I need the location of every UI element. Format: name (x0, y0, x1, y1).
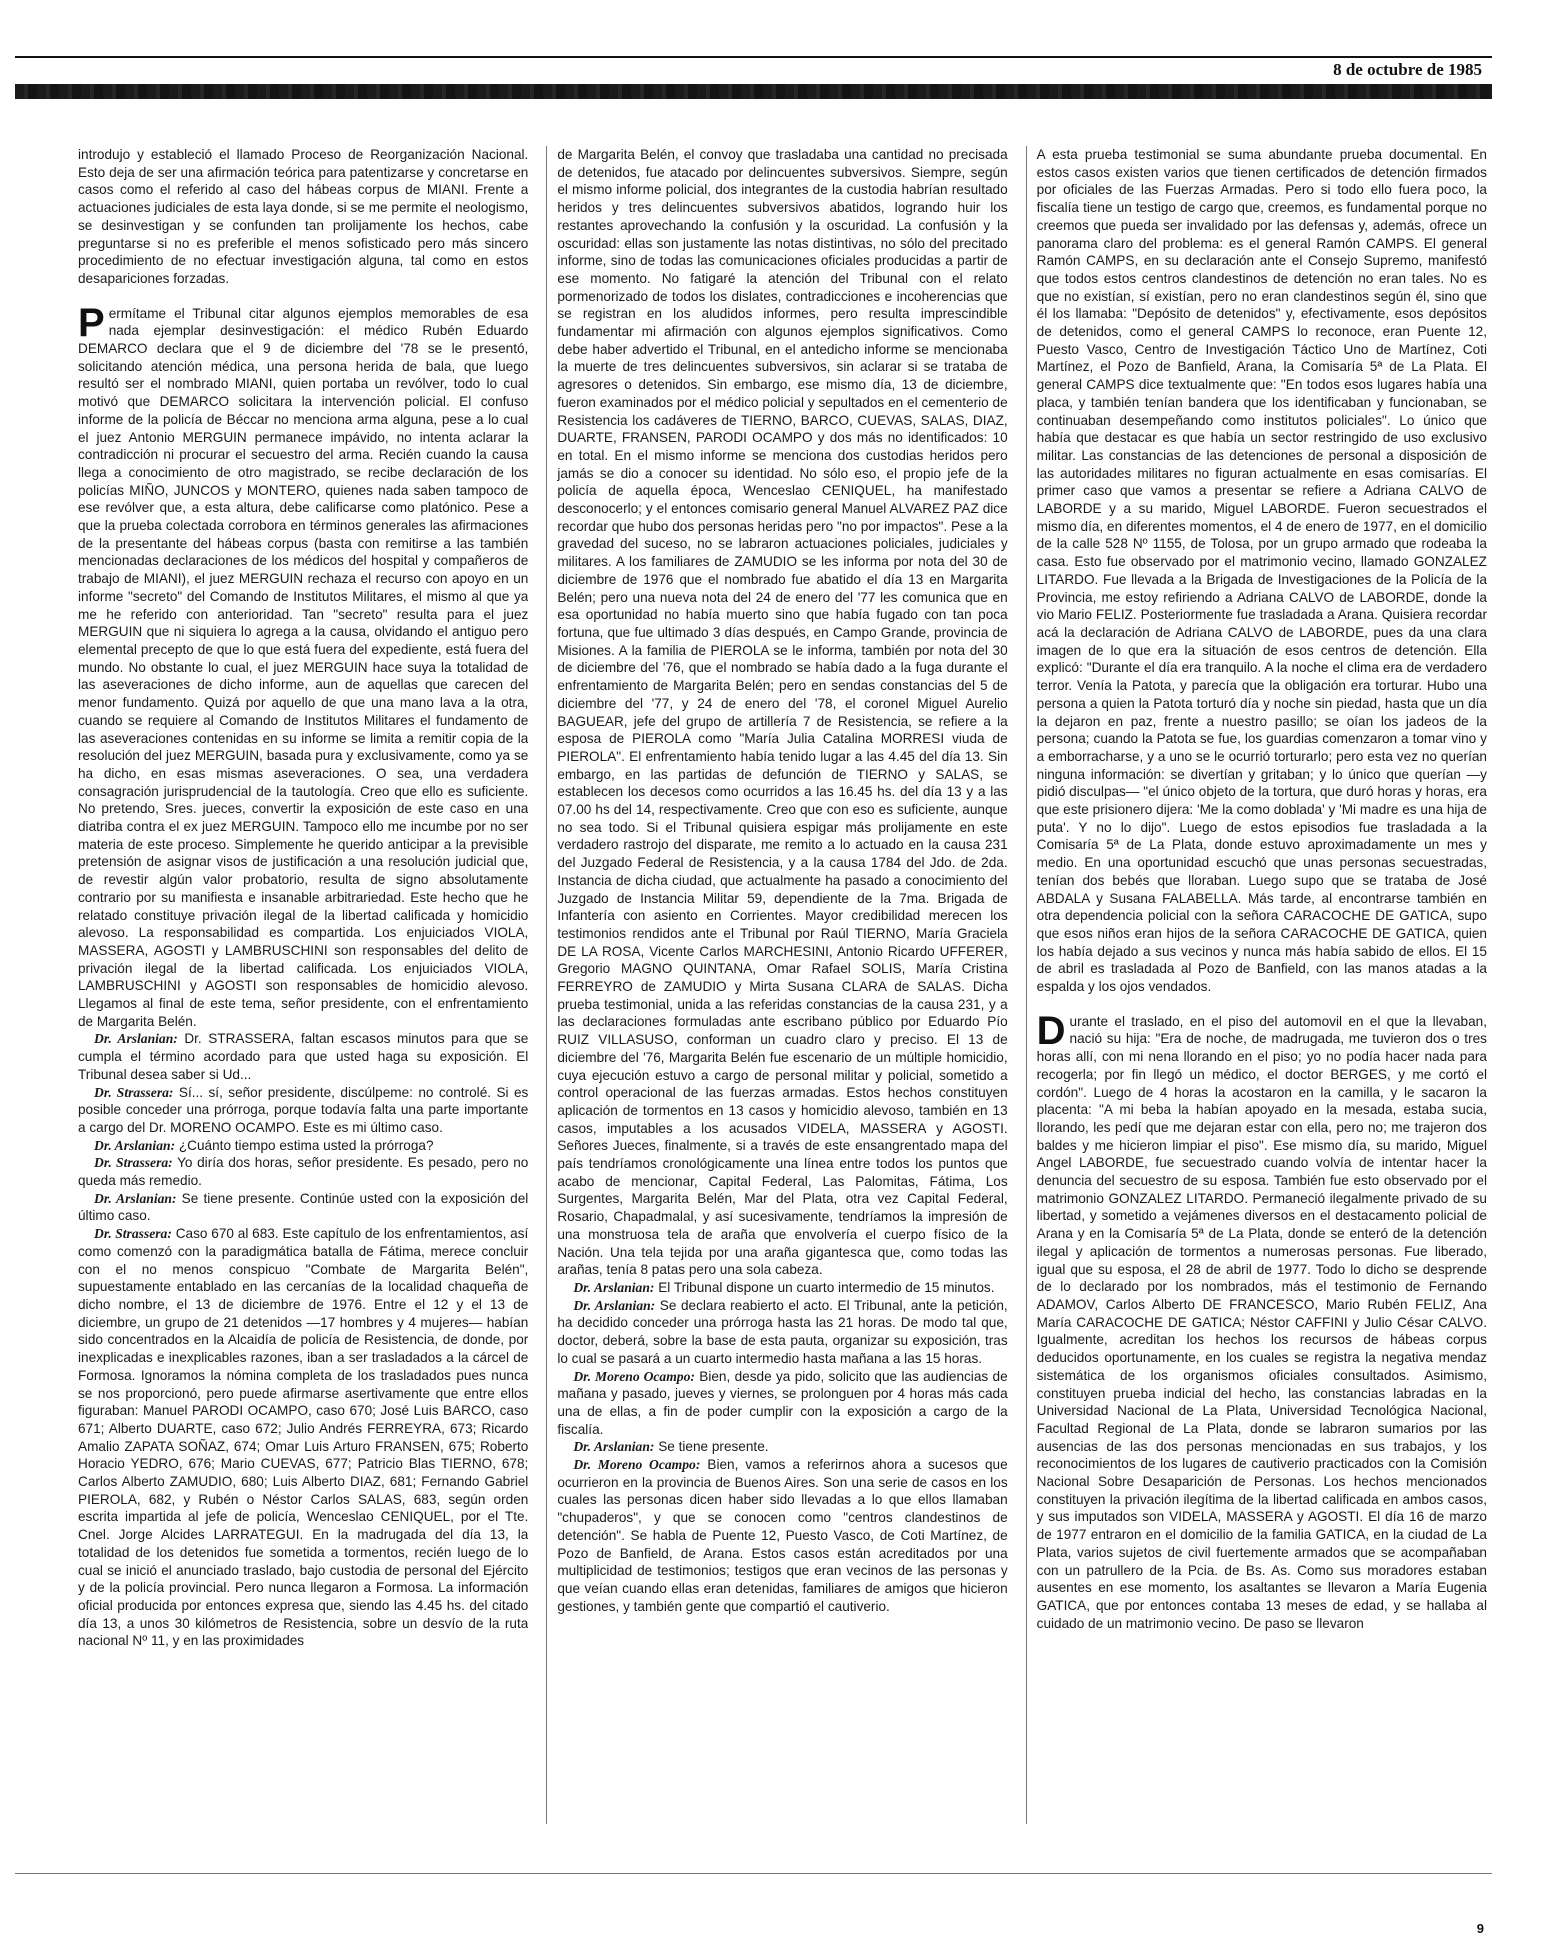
issue-date: 8 de octubre de 1985 (1333, 60, 1482, 79)
speaker: Dr. Arslanian: (573, 1297, 656, 1313)
dialogue-line (557, 1456, 1007, 1615)
dialogue-line (557, 1279, 1007, 1297)
dialogue-text: Dr. STRASSERA, faltan escasos minutos para que se cumpla el término acordado para que usted haga su exposición. El Tribunal desea saber si Ud... (78, 1031, 529, 1082)
dialogue-text: Caso 670 al 683. Este capítulo de los enfrentamientos, así como comenzó con la paradigmática batalla de Fátima, merece concluir con el no menos conspicuo "Combate de Margarita Belén", supuestamente entablado en las cercanías de la localidad chaqueña de dicho nombre, el 13 de diciembre de 1976. Entre el 12 y el 13 de diciembre, un grupo de 21 detenidos —17 hombres y 4 mujeres— habían sido concentrados en la Alcaidía de policía de Resistencia, de donde, por inexplicadas e inexplicables razones, iban a ser trasladados a la cárcel de Formosa. Ignoramos la nómina completa de los trasladados pues nunca se nos proporcionó, pero puede afirmarse asertivamente que entre ellos figuraban: Manuel PARODI OCAMPO, caso 670; José Luis BARCO, caso 671; Alberto DUARTE, caso 672; Julio Andrés FERREYRA, 673; Ricardo Amalio ZAPATA SOÑAZ, 674; Omar Luis Arturo FRANSEN, 675; Roberto Horacio YEDRO, 676; Mario CUEVAS, 677; Patricio Blas TIERNO, 678; Carlos Alberto ZAMUDIO, 680; Luis Alberto DIAZ, 681; Fernando Gabriel PIEROLA, 682, y Rubén o Néstor Carlos SALAS, 683, según orden escrita impartida al jefe de policía, Wenceslao CENIQUEL, por el Tte. Cnel. Jorge Alcides LARRATEGUI. En la madrugada del día 13, la totalidad de los detenidos fue sometida a tormentos, recién luego de lo cual se inició el anunciado traslado, bajo custodia de personal del Ejército y de la policía provincial. Pero nunca llegaron a Formosa. La información oficial producida por entonces expresa que, siendo las 4.45 hs. del citado día 13, a unos 30 kilómetros de Resistencia, sobre un desvío de la ruta nacional Nº 11, y en las proximidades (78, 1226, 529, 1649)
dialogue-line (78, 1084, 528, 1137)
speaker: Dr. Moreno Ocampo: (573, 1457, 701, 1473)
dialogue-line (78, 1190, 528, 1225)
paragraph: de Margarita Belén, el convoy que trasladaba una cantidad no precisada de detenidos, fue atacado por delincuentes subversivos. Siempre, según el mismo informe policial, dos integrantes de la custodia habrían resultado heridos y tres delincuentes subversivos abatidos, logrando huir los restantes aprovechando la confusión y la oscuridad. La confusión y la oscuridad: ellas son justamente las notas distintivas, no sólo del precitado informe, sino de todas las comunicaciones oficiales producidas a partir de ese momento. No fatigaré la atención del Tribunal con el relato pormenorizado de todos los dislates, contradicciones e incoherencias que se registran en los aludidos informes, pero resulta imprescindible fundamentar mi afirmación con algunos ejemplos significativos. Como debe haber advertido el Tribunal, en el antedicho informe se mencionaba la muerte de tres delincuentes subversivos, sin aclarar si se trataba de agresores o detenidos. Sin embargo, ese mismo día, 13 de diciembre, fueron examinados por el médico policial y sepultados en el cementerio de Resistencia los cadáveres de TIERNO, BARCO, CUEVAS, SALAS, DIAZ, DUARTE, FRANSEN, PARODI OCAMPO y dos más no identificados: 10 en total. En el mismo informe se menciona dos custodias heridos pero jamás se dio a conocer su identidad. No sólo eso, el propio jefe de la policía de aquella época, Wenceslao CENIQUEL, ha manifestado desconocerlo; y el entonces comisario general Manuel ALVAREZ PAZ dice recordar que hubo dos personas heridas pero "no por impactos". Pese a la gravedad del suceso, no se labraron actuaciones policiales, judiciales y militares. A los familiares de ZAMUDIO se les informa por nota del 30 de diciembre de 1976 que el nombrado fue abatido el día 13 en Margarita Belén; pero una nueva nota del 24 de enero del '77 les comunica que en esa oportunidad no había muerto sino que había fugado con tan poca fortuna, que fue ultimado 3 días después, en Campo Grande, provincia de Misiones. A la familia de PIEROLA se le informa, también por nota del 30 de diciembre del '76, que el nombrado se había dado a la fuga durante el enfrentamiento de Margarita Belén; pero en sendas constancias del 5 de diciembre del '77, y 24 de enero del '78, el coronel Miguel Aurelio BAGUEAR, jefe del grupo de artillería 7 de Resistencia, se refiere a la esposa de PIEROLA como "María Julia Catalina MORRESI viuda de PIEROLA". El enfrentamiento había tenido lugar a las 4.45 del día 13. Sin embargo, en las partidas de defunción de TIERNO y SALAS, se establecen los decesos como ocurridos a las 16.45 hs. del día 13 y a las 07.00 hs del 14, respectivamente. Creo que con eso es suficiente, aunque no sea todo. Si el Tribunal quisiera espigar más prolijamente en este verdadero rastrojo del disparate, me remito a lo actuado en la causa 231 del Juzgado Federal de Resistencia, y a la causa 1784 del Jdo. de 2da. Instancia de dicha ciudad, que actualmente ha pasado a conocimiento del Juzgado de Instancia Militar 59, dependiente de la 7ma. Brigada de Infantería con asiento en Corrientes. Mayor credibilidad merecen los testimonios rendidos ante el Tribunal por Raúl TIERNO, María Graciela DE LA ROSA, Vicente Carlos MARCHESINI, Antonio Ricardo UFFERER, Gregorio MAGNO QUINTANA, Omar Rafael SOLIS, María Cristina FERREYRO de ZAMUDIO y Mirta Susana CLARA de SALAS. Dicha prueba testimonial, unida a las referidas constancias de la causa 231, y a las declaraciones formuladas ante escribano público por Eduardo Pío RUIZ VILLASUSO, conforman un cuadro claro y preciso. El 13 de diciembre del '76, Margarita Belén fue escenario de un múltiple homicidio, cuya ejecución estuvo a cargo de personal militar y policial, sometido a control operacional de las fuerzas armadas. Estos hechos constituyen aplicación de tormentos en 13 casos y homicidio alevoso, también en 13 casos, imputables a los acusados VIDELA, MASSERA y AGOSTI. Señores Jueces, finalmente, si a través de este ensangrentado mapa del país tendríamos cronológicamente una línea entre todos los puntos que acabo de mencionar, Capital Federal, Las Palomitas, Fátima, Los Surgentes, Margarita Belén, Mar del Plata, otra vez Capital Federal, Rosario, Chapadmalal, y así sucesivamente, tendríamos la impresión de una monstruosa tela de araña que envolvería el cuerpo físico de la Nación. Una tela tejida por una araña gigantesca que, como todas las arañas, tenía 8 patas pero una sola cabeza. (557, 147, 1008, 1278)
column-2 (546, 146, 1007, 1824)
column-1 (78, 146, 528, 1824)
speaker: Dr. Arslanian: (573, 1280, 655, 1295)
speaker: Dr. Arslanian: (94, 1137, 176, 1153)
drop-cap: P (78, 300, 105, 345)
header-rule (15, 56, 1492, 58)
dialogue-text: Yo diría dos horas, señor presidente. Es pesado, pero no queda más remedio. (78, 1155, 529, 1189)
speaker: Dr. Strassera: (94, 1084, 174, 1100)
page-number: 9 (1476, 1921, 1484, 1936)
column-3 (1026, 146, 1487, 1824)
dialogue-text: Bien, desde ya pido, solicito que las audiencias de mañana y pasado, jueves y viernes, se prolonguen por 4 horas más cada una de ellas, a fin de poder cumplir con la exposición a cargo de la fiscalía. (557, 1368, 1008, 1437)
speaker: Dr. Moreno Ocampo: (573, 1368, 695, 1384)
dialogue-text: ¿Cuánto tiempo estima usted la prórroga? (175, 1137, 434, 1153)
speaker: Dr. Arslanian: (94, 1031, 178, 1047)
paragraph (1036, 1008, 1487, 1633)
dialogue-text: Se tiene presente. Continúe usted con la exposición del último caso. (78, 1190, 529, 1224)
speaker: Dr. Arslanian: (94, 1190, 177, 1206)
paragraph: introdujo y estableció el llamado Proceso de Reorganización Nacional. Esto deja de ser una afirmación teórica para patentizarse y concretarse en casos como el referido al caso del hábeas corpus de MIANI. Frente a actuaciones judiciales de esta laya donde, si se me permite el neologismo, se desinvestigan y se confunden tan prolijamente los hechos, cabe preguntarse si no es preferible el menos sofisticado pero más sincero procedimiento de no efectuar investigación alguna, tal como en estos desapariciones forzadas. (78, 147, 529, 286)
footer-rule (15, 1873, 1492, 1874)
paragraph-text: ermítame el Tribunal citar algunos ejemplos memorables de esa nada ejemplar desinvestigación: el médico Rubén Eduardo DEMARCO declara que el 9 de diciembre del '78 se le presentó, solicitando atención médica, una persona herida de bala, que luego resultó ser el nombrado MIANI, quien portaba un revólver, todo lo cual motivó que DEMARCO solicitara la intervención policial. El confuso informe de la policía de Béccar no menciona arma alguna, pese a lo cual el juez Antonio MERGUIN permanece impávido, no intenta aclarar la contradicción ni procurar el secuestro del arma. Recién cuando la causa llega a conocimiento de otro magistrado, se recibe declaración de los policías MIÑO, JUNCOS y MONTERO, quienes nada saben tampoco de ese revólver que, a esta altura, debe calificarse como platónico. Pese a que la prueba colectada corrobora en términos generales las afirmaciones de la presentante del hábeas corpus (basta con remitirse a las también mencionadas declaraciones de los médicos del hospital y compañeros de trabajo de MIANI), el juez MERGUIN rechaza el recurso con apoyo en un informe "secreto" del Comando de Institutos Militares, el mismo al que ya me he referido con anterioridad. Tan "secreto" resulta para el juez MERGUIN que ni siquiera lo agrega a la causa, olvidando el antiguo pero elemental precepto de que lo que está fuera del expediente, está fuera del mundo. No obstante lo cual, el juez MERGUIN hace suya la totalidad de las aseveraciones de dicho informe, aun de aquellas que carecen del menor fundamento. Quizá por aquello de que una mano lava a la otra, cuando se requiere al Comando de Institutos Militares el fundamento de las aseveraciones contenidas en su informe se limita a remitir copia de la resolución del juez MERGUIN, basada pura y exclusivamente, como ya se ha dicho, en esas mismas aseveraciones. O sea, una verdadera consagración jurisprudencial de la tautología. Creo que ello es suficiente. No pretendo, Sres. jueces, convertir la exposición de este caso en una diatriba contra el ex juez MERGUIN. Tampoco ello me incumbe por no ser materia de este proceso. Simplemente he querido anticipar a la previsible pretensión de asignar visos de justificación a una resolución judicial que, de revestir algún valor probatorio, resulta de signo absolutamente contrario por su manifiesta e insanable arbitrariedad. Este hecho que he relatado constituye privación ilegal de la libertad calificada y homicidio alevoso. La responsabilidad es compartida. Los enjuiciados VIOLA, MASSERA, AGOSTI y LAMBRUSCHINI son responsables del delito de privación ilegal de la libertad calificada. Los enjuiciados VIOLA, LAMBRUSCHINI y AGOSTI son responsables de homicidio alevoso. Llegamos al final de este tema, señor presidente, con el enfrentamiento de Margarita Belén. (78, 305, 529, 1029)
dialogue-text: Bien, vamos a referirnos ahora a sucesos que ocurrieron en la provincia de Buenos Aires. Son una serie de casos en los cuales las personas dicen haber sido llevadas a lo que ellos llamaban "chupaderos", y que se conocen como "centros clandestinos de detención". Se habla de Puente 12, Puesto Vasco, de Coti Martínez, de Pozo de Banfield, de Arana. Estos casos están acreditados por una multiplicidad de testimonios; testigos que eran vecinos de las personas y que veían cuando ellas eran detenidas, familiares de amigos que hicieron gestiones, y también gente que compartió el cautiverio. (557, 1457, 1008, 1614)
dialogue-text: El Tribunal dispone un cuarto intermedio de 15 minutos. (654, 1280, 995, 1295)
dialogue-line (557, 1368, 1007, 1439)
dialogue-text: Se tiene presente. (654, 1439, 769, 1455)
dialogue-line (557, 1438, 1007, 1456)
speaker: Dr. Strassera: (94, 1226, 172, 1242)
dialogue-line (557, 1297, 1007, 1368)
header-band (15, 84, 1492, 99)
dialogue-line (78, 1154, 528, 1189)
dialogue-text: Sí... sí, señor presidente, discúlpeme: no controlé. Si es posible conceder una prórroga, porque todavía falta una parte importante a cargo del Dr. MORENO OCAMPO. Este es mi último caso. (78, 1084, 529, 1135)
dialogue-line (78, 1030, 528, 1083)
article-body (78, 146, 1487, 1824)
speaker: Dr. Strassera: (94, 1155, 173, 1171)
speaker: Dr. Arslanian: (573, 1439, 655, 1455)
drop-cap: D (1036, 1008, 1066, 1053)
paragraph-text: urante el traslado, en el piso del automovil en el que la llevaban, nació su hija: "Era de noche, de madrugada, me tuvieron dos o tres horas allí, con mi nena llorando en el piso; yo no podía hacer nada para recogerla; por fin llegó un médico, el doctor BERGES, y me cortó el cordón". Luego de 4 horas la acostaron en la camilla, y le sacaron la placenta: "A mi beba la habían apoyado en la mesada, estaba sucia, llorando, les pedí que me dejaran estar con ella, pero no; me trajeron dos baldes y me hicieron limpiar el piso". Ese mismo día, su marido, Miguel Angel LABORDE, fue secuestrado cuando volvía de intentar hacer la denuncia del secuestro de su esposa. También fue esto observado por el matrimonio GONZALEZ LITARDO. Permaneció ilegalmente privado de su libertad, y sometido a vejámenes diversos en el destacamento policial de Arana y en la Comisaría 5ª de La Plata, donde se enteró de la detención ilegal y aplicación de tormentos a numerosas personas. Fue liberado, igual que su esposa, el 28 de abril de 1977. Todo lo dicho se desprende de lo declarado por los nombrados, más el testimonio de Fernando ADAMOV, Carlos Alberto DE FRANCESCO, Mario Rubén FELIZ, Ana María CARACOCHE DE GATICA; Néstor CAFFINI y Julio César CALVO. Igualmente, acreditan los hechos los recursos de hábeas corpus deducidos oportunamente, en los cuales se registra la negativa mendaz sistemática de los organismos oficiales consultados. Asimismo, constituyen prueba indicial del hecho, las constancias labradas en la Universidad Nacional de La Plata, Universidad Tecnológica Nacional, Facultad Regional de La Plata, donde se labraron sumarios por las ausencias de las dos personas mencionadas en sus trabajos, y los reconocimientos de los lugares de cautiverio practicados con la Comisión Nacional Sobre Desaparición de Personas. Los hechos mencionados constituyen la privación ilegítima de la libertad calificada en ambos casos, y sus imputados son VIDELA, MASSERA y AGOSTI. El día 16 de marzo de 1977 entraron en el domicilio de la familia GATICA, en la ciudad de La Plata, varios sujetos de civil fuertemente armados que se acompañaban con un patrullero de la Pcia. de Bs. As. Como sus moradores estaban ausentes en ese momento, los asaltantes se llevaron a María Eugenia GATICA, que por entonces contaba 13 meses de edad, y se hallaba al cuidado de un matrimonio vecino. De paso se llevaron (1036, 1013, 1487, 1631)
dialogue-line (78, 1225, 528, 1650)
paragraph: A esta prueba testimonial se suma abundante prueba documental. En estos casos existen varios que tienen certificados de detención firmados por oficiales de las Fuerzas Armadas. Pero si todo ello fuera poco, la fiscalía tiene un testigo de cargo que, creemos, es fundamental porque no creemos que pueda ser invalidado por las defensas y, además, ofrece un panorama claro del problema: es el general Ramón CAMPS. El general Ramón CAMPS, en su declaración ante el Consejo Supremo, manifestó que todos estos centros clandestinos de detención no eran tales. No es que no existían, sí existían, pero no eran clandestinos según él, sino que él los llamaba: "Depósito de detenidos" y, efectivamente, esos depósitos de detenidos, como el general CAMPS lo reconoce, eran Puente 12, Puesto Vasco, Centro de Investigación Táctico Uno de Martínez, Coti Martínez, el Pozo de Banfield, Arana, la Comisaría 5ª de La Plata. El general CAMPS dice textualmente que: "En todos esos lugares había una placa, y también tenían bandera que los identificaban y funcionaban, se continuaban desempeñando como institutos policiales". Lo único que había que destacar es que había un sector restringido de uso exclusivo militar. Las constancias de las detenciones de personal a disposición de las autoridades militares no figuran actualmente en esas comisarías. El primer caso que vamos a presentar se refiere a Adriana CALVO de LABORDE y a su marido, Miguel LABORDE. Fueron secuestrados el mismo día, en diferentes momentos, el 4 de enero de 1977, en el domicilio de la calle 528 Nº 1155, de Tolosa, por un grupo armado que rodeaba la casa. Esto fue observado por el matrimonio vecino, llamado GONZALEZ LITARDO. Fue llevada a la Brigada de Investigaciones de la Policía de la Provincia, me estoy refiriendo a Adriana CALVO de LABORDE, donde la vio Mario FELIZ. Posteriormente fue trasladada a Arana. Quisiera recordar acá la declaración de Adriana CALVO de LABORDE, pues da una clara imagen de lo que era la situación de esos centros de detención. Ella explicó: "Durante el día era tranquilo. A la noche el clima era de verdadero terror. Venía la Patota, y parecía que la obligación era torturar. Hubo una persona a quien la Patota torturó día y noche sin piedad, hasta que un día la dejaron en paz, frente a nuestro pasillo; se oían los jadeos de la persona; cuando la Patota se fue, los guardias comenzaron a tomar vino y a emborracharse, y a uno se le ocurrió torturarlo; pero esta vez no querían ninguna información: se divertían y gritaban; y lo único que querían —y pidió disculpas— "el único objeto de la tortura, que duró horas y horas, era que este prisionero dijera: 'Me la como doblada' y 'Mi madre es una hija de puta'. Y no lo dijo". Luego de estos episodios fue trasladada a la Comisaría 5ª de La Plata, donde estuvo aproximadamente un mes y medio. En una oportunidad escuchó que unas personas secuestradas, tenían dos bebés que lloraban. Luego supo que se trataba de José ABDALA y Susana FALABELLA. Más tarde, al encontrarse también en otra dependencia policial con la señora CARACOCHE DE GATICA, supo que esos niños eran hijos de la señora CARACOCHE DE GATICA, quien los había dejado a sus vecinos y nunca más había sabido de ellos. El 15 de abril es trasladada al Pozo de Banfield, con las manos atadas a la espalda y los ojos vendados. (1036, 147, 1487, 995)
dialogue-line (78, 1137, 528, 1155)
paragraph (78, 300, 529, 1031)
dialogue-text: Se declara reabierto el acto. El Tribunal, ante la petición, ha decidido conceder una prórroga hasta las 21 horas. De modo tal que, doctor, deberá, sobre la base de esta pauta, organizar su exposición, tras lo cual se pasará a un cuarto intermedio hasta mañana a las 15 horas. (557, 1297, 1008, 1366)
